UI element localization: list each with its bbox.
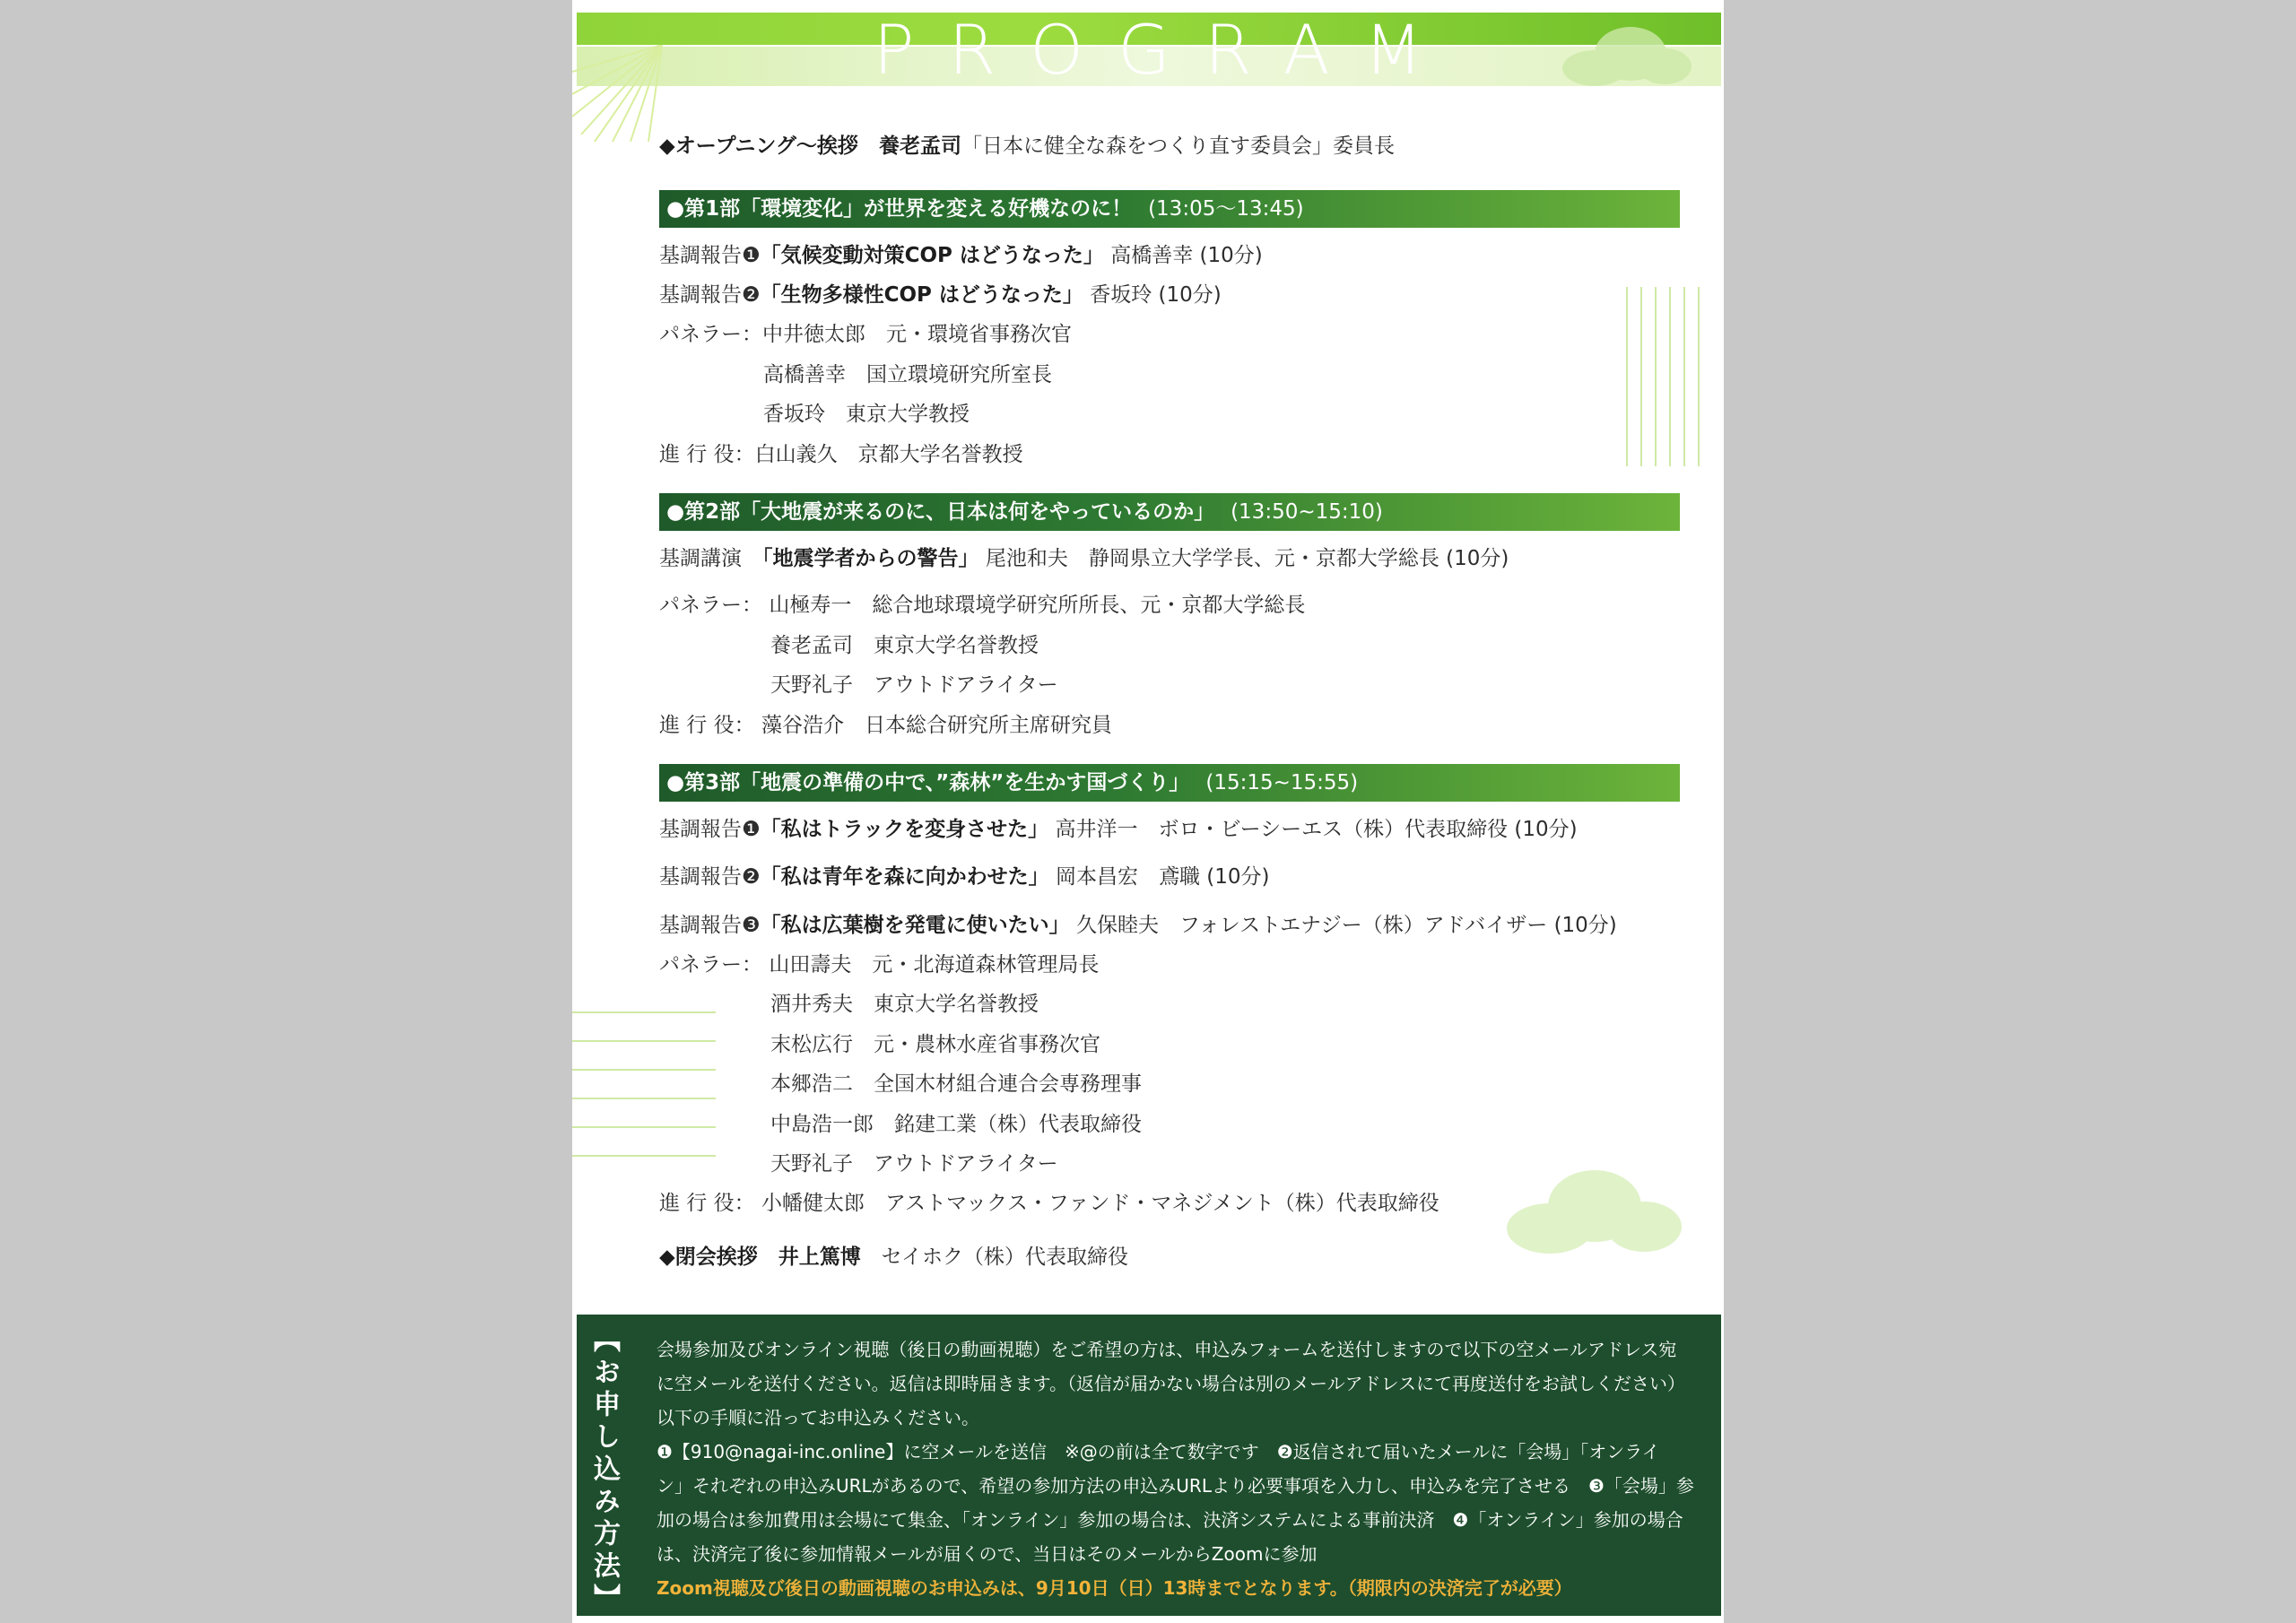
part3-panelist-2: 酒井秀夫 東京大学名誉教授 <box>770 993 1039 1016</box>
moderator-label: 進 行 役： <box>659 714 755 737</box>
vertical-lines-decoration <box>1623 287 1704 466</box>
part2-time: (13:50~15:10) <box>1231 500 1383 524</box>
part1-panelist-2: 高橋善幸 国立環境研究所室長 <box>763 363 1052 386</box>
closing-label: ◆閉会挨拶 <box>659 1245 758 1269</box>
application-instructions <box>657 1332 1697 1605</box>
moderator-label: 進 行 役： <box>659 1192 755 1215</box>
instruction-line: 加の場合は参加費用は会場にて集金、「オンライン」参加の場合は、決済システムによる事前決済 ❹「オンライン」参加の場合 <box>657 1509 1683 1531</box>
instruction-line: は、決済完了後に参加情報メールが届くので、当日はそのメールからZoomに参加 <box>657 1543 1318 1565</box>
report-title: 「私は広葉樹を発電に使いたい」 <box>760 914 1070 937</box>
instruction-line: ❶【910@nagai-inc.online】に空メールを送信 ※@の前は全て数字です ❷返信されて届いたメールに「会場」「オンライ <box>657 1441 1660 1462</box>
opening-row <box>659 133 1395 160</box>
panel-label: パネラー： <box>659 594 762 617</box>
panel-label: パネラー： <box>659 323 762 346</box>
part3-moderator-row <box>659 1190 1439 1217</box>
report-label: 基調報告❶ <box>659 244 761 267</box>
part2-header <box>659 493 1680 531</box>
horizontal-lines-decoration <box>572 1009 716 1170</box>
deadline-note: Zoom視聴及び後日の動画視聴のお申込みは、9月10日（日）13時までとなります。（期限内の決済完了が必要） <box>657 1577 1572 1599</box>
part3-time: (15:15~15:55) <box>1205 771 1359 794</box>
report-speaker: 岡本昌宏 鳶職 (10分) <box>1055 865 1270 889</box>
part3-report-3 <box>659 912 1617 939</box>
report-title: 「私は青年を森に向かわせた」 <box>760 865 1049 889</box>
part1-title: ●第1部「環境変化」が世界を変える好機なのに！ <box>666 197 1133 221</box>
keynote-title: 「地震学者からの警告」 <box>762 547 979 570</box>
instruction-line: 会場参加及びオンライン視聴（後日の動画視聴）をご希望の方は、申込みフォームを送付しますので以下の空メールアドレス宛 <box>657 1339 1677 1360</box>
report-label: 基調報告❷ <box>659 283 761 307</box>
instruction-line: に空メールを送付ください。返信は即時届きます。（返信が届かない場合は別のメールアドレスにて再度送付をお試しください） <box>657 1373 1685 1394</box>
part3-panelist-6: 天野礼子 アウトドアライター <box>770 1152 1058 1176</box>
report-speaker: 香坂玲 (10分) <box>1090 283 1222 307</box>
program-sheet <box>572 0 1724 1623</box>
application-label: 【お申し込み方法】 <box>588 1325 620 1616</box>
report-label: 基調報告❶ <box>659 818 761 841</box>
keynote-label: 基調講演 <box>659 547 742 570</box>
moderator: 小幡健太郎 アストマックス・ファンド・マネジメント（株）代表取締役 <box>761 1192 1439 1215</box>
closing-role: セイホク（株）代表取締役 <box>881 1245 1129 1269</box>
part1-report-2 <box>659 282 1222 308</box>
opening-role: 「日本に健全な森をつくり直す委員会」委員長 <box>961 135 1395 158</box>
report-title: 「私はトラックを変身させた」 <box>760 818 1049 841</box>
part1-panel-row <box>659 321 1072 348</box>
moderator: 白山義久 京都大学名誉教授 <box>754 443 1023 466</box>
opening-label: ◆オープニング〜挨拶 <box>659 135 858 158</box>
part1-panelist-3: 香坂玲 東京大学教授 <box>763 403 970 426</box>
closing-row <box>659 1244 1128 1271</box>
part2-title: ●第2部「大地震が来るのに、日本は何をやっているのか」 <box>666 500 1215 524</box>
part2-panel-row <box>659 592 1305 619</box>
part3-panelist-3: 末松広行 元・農林水産省事務次官 <box>770 1033 1100 1056</box>
part3-panel-row <box>659 951 1099 978</box>
cloud-icon <box>1505 1166 1684 1255</box>
part1-time: (13:05〜13:45) <box>1148 197 1304 221</box>
keynote-speaker: 尾池和夫 静岡県立大学学長、元・京都大学総長 (10分) <box>985 547 1509 570</box>
part3-title: ●第3部「地震の準備の中で、”森林”を生かす国づくり」 <box>666 771 1190 794</box>
panel-label: パネラー： <box>659 953 762 976</box>
part2-panelist-2: 養老孟司 東京大学名誉教授 <box>770 634 1039 657</box>
part3-panelist-5: 中島浩一郎 銘建工業（株）代表取締役 <box>770 1113 1142 1136</box>
report-speaker: 高井洋一 ボロ・ビーシーエス（株）代表取締役 (10分) <box>1055 818 1578 841</box>
part3-header <box>659 764 1680 802</box>
part3-panelist-4: 本郷浩二 全国木材組合連合会専務理事 <box>770 1072 1142 1096</box>
moderator-label: 進 行 役： <box>659 443 755 466</box>
report-title: 「生物多様性COP はどうなった」 <box>760 283 1083 307</box>
opening-name: 養老孟司 <box>878 135 961 158</box>
panelist: 山極寿一 総合地球環境学研究所所長、元・京都大学総長 <box>769 594 1306 617</box>
panelist: 中井徳太郎 元・環境省事務次官 <box>762 323 1072 346</box>
instruction-line: 以下の手順に沿ってお申込みください。 <box>657 1407 979 1428</box>
part1-header <box>659 190 1680 228</box>
part3-report-1 <box>659 816 1578 843</box>
panelist: 山田壽夫 元・北海道森林管理局長 <box>769 953 1100 976</box>
report-label: 基調報告❷ <box>659 865 761 889</box>
report-label: 基調報告❸ <box>659 914 761 937</box>
report-speaker: 久保睦夫 フォレストエナジー（株）アドバイザー (10分) <box>1075 914 1617 937</box>
instruction-line: ン」それぞれの申込みURLがあるので、希望の参加方法の申込みURLより必要事項を入力し、申込みを完了させる ❸「会場」参 <box>657 1475 1694 1497</box>
part2-moderator-row <box>659 712 1112 739</box>
part2-keynote <box>659 545 1509 572</box>
report-title: 「気候変動対策COP はどうなった」 <box>760 244 1104 267</box>
page-title: PROGRAM <box>873 10 1457 90</box>
part2-panelist-3: 天野礼子 アウトドアライター <box>770 673 1058 697</box>
report-speaker: 高橋善幸 (10分) <box>1110 244 1263 267</box>
part3-report-2 <box>659 864 1269 890</box>
application-panel <box>577 1315 1721 1616</box>
moderator: 藻谷浩介 日本総合研究所主席研究員 <box>761 714 1112 737</box>
part1-moderator-row <box>659 441 1023 468</box>
part1-report-1 <box>659 242 1263 269</box>
closing-name: 井上篤博 <box>778 1245 861 1269</box>
